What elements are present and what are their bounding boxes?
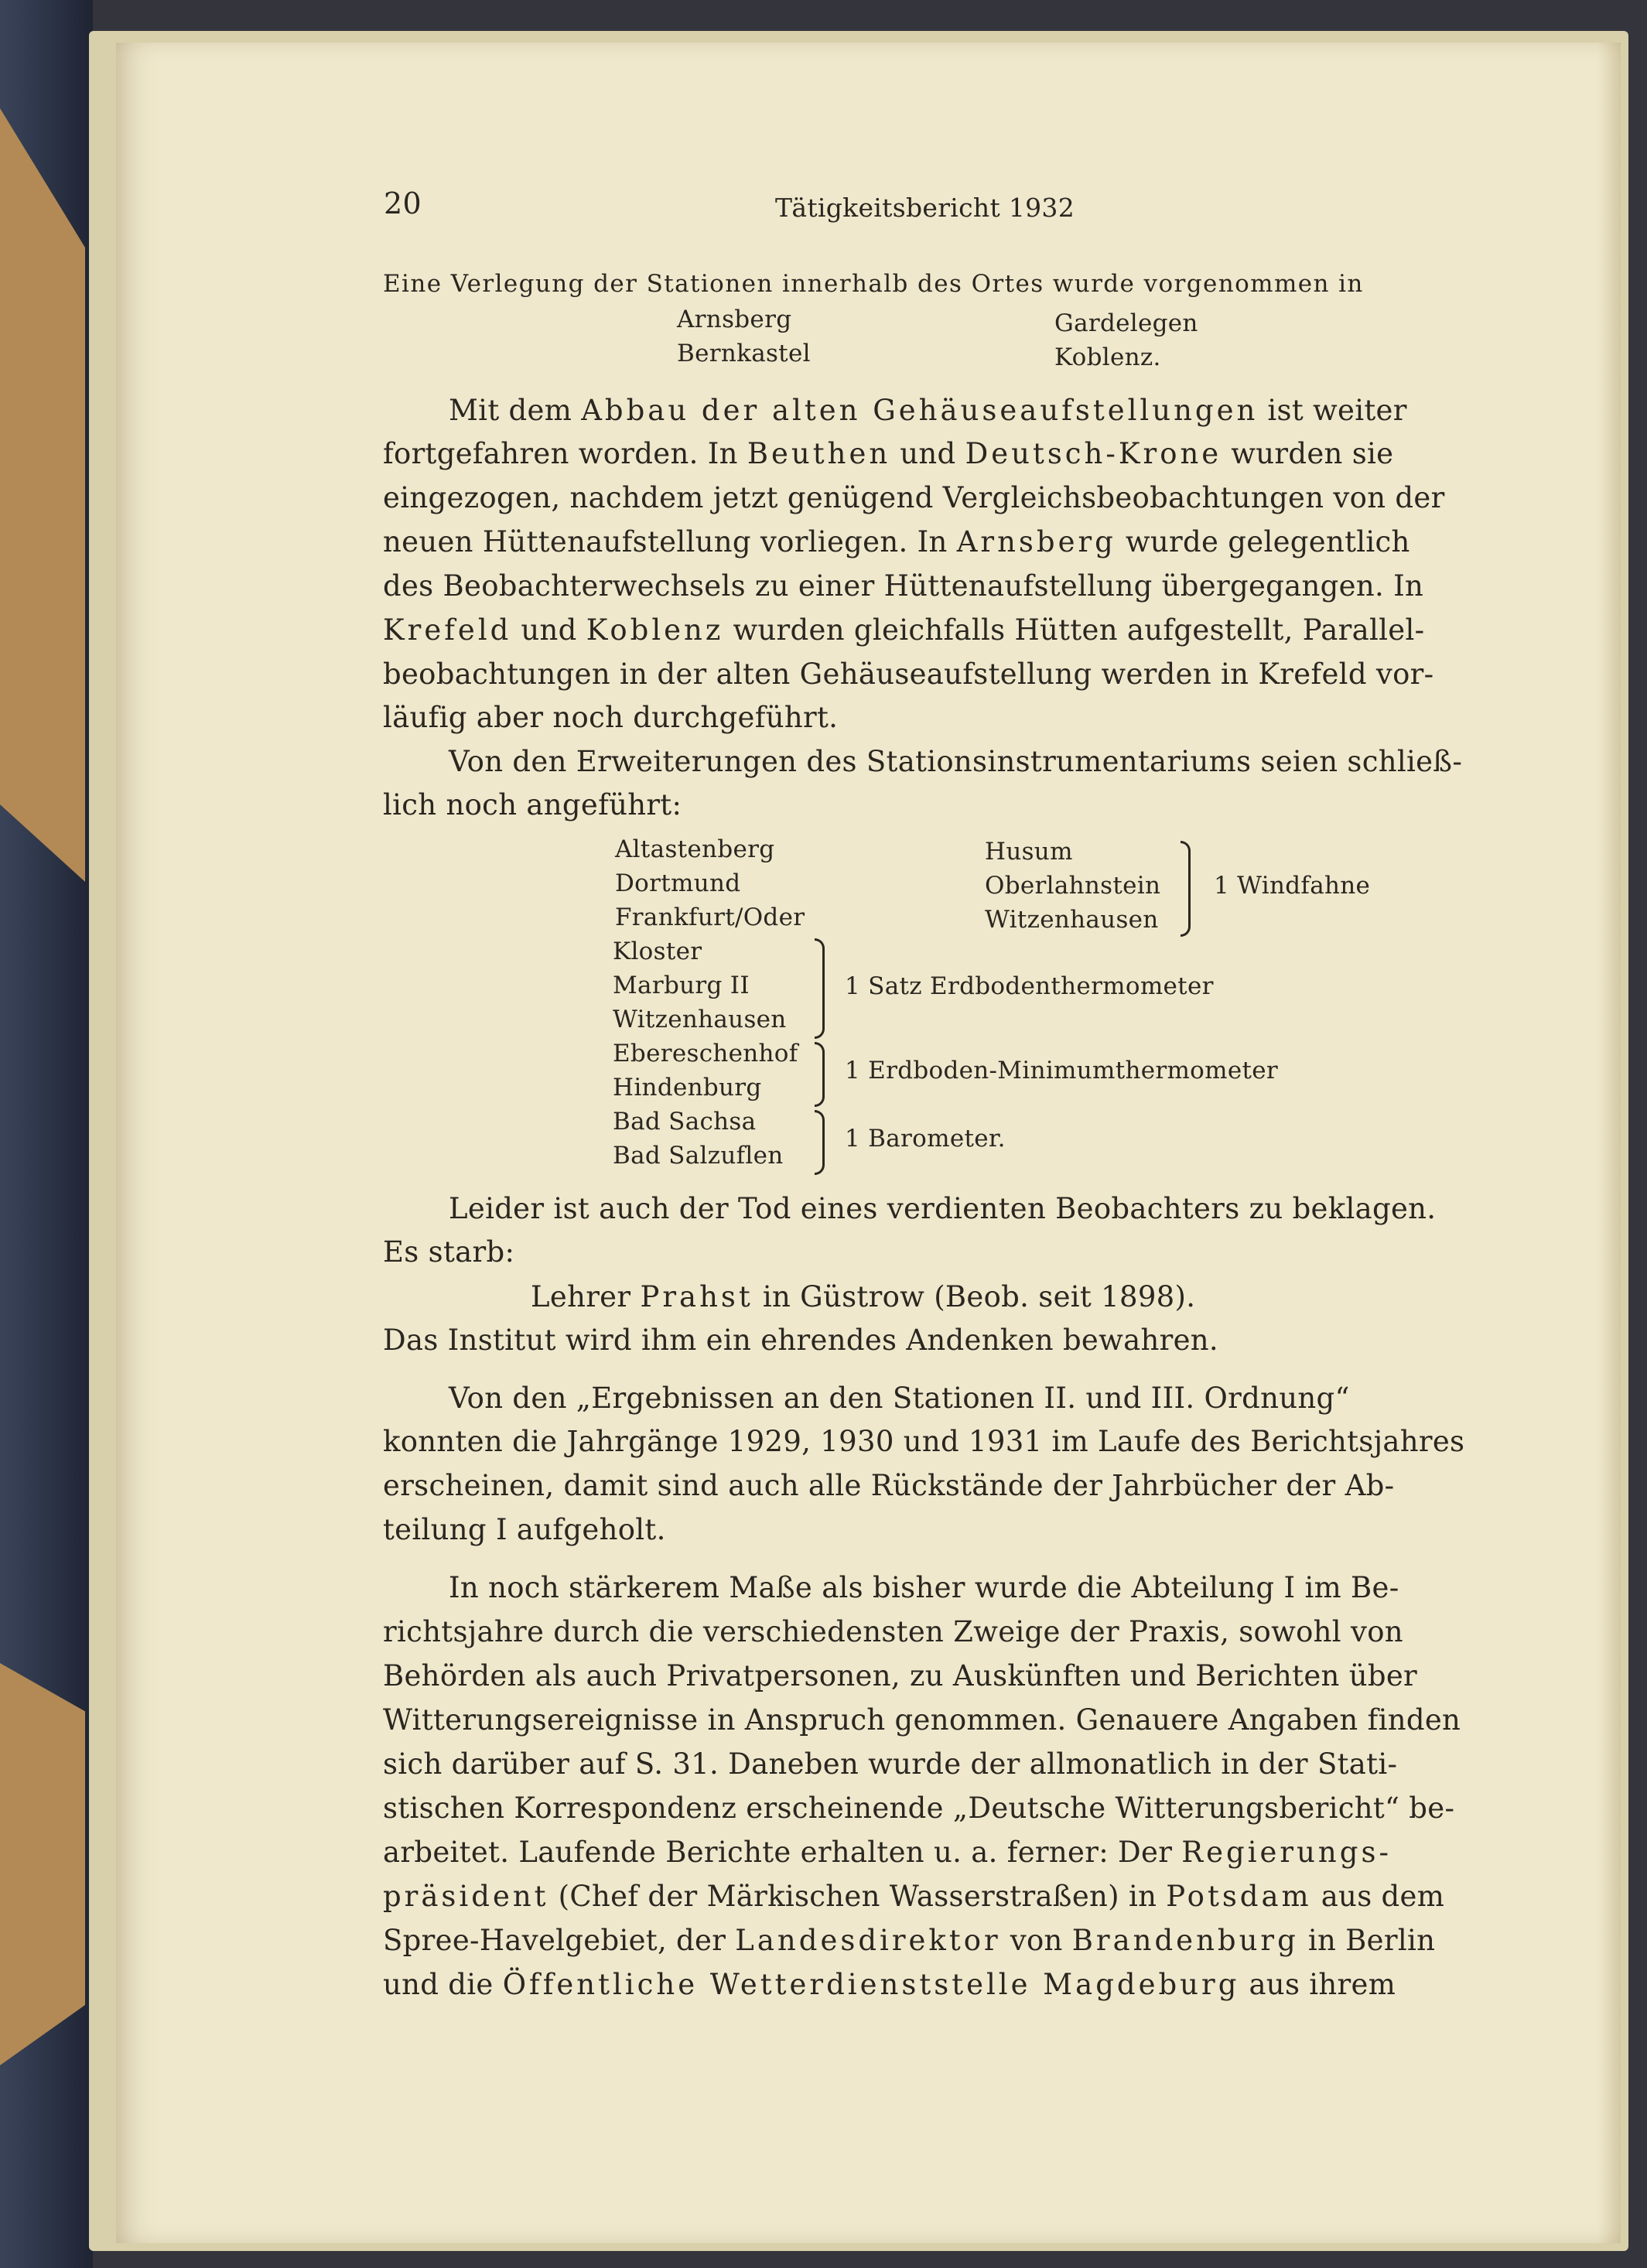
text-line: Spree-Havelgebiet, der Landesdirektor von Brandenburg in Berlin <box>383 1924 1436 1957</box>
instrument-station: Witzenhausen <box>613 1006 787 1033</box>
text-line: teilung I aufgeholt. <box>383 1513 666 1546</box>
text-line: richtsjahre durch die verschiedensten Zweige der Praxis, sowohl von <box>383 1615 1403 1648</box>
text-line: neuen Hüttenaufstellung vorliegen. In Arnsberg wurde gelegentlich <box>383 525 1410 558</box>
text-line: Witterungsereignisse in Anspruch genommen. Genauere Angaben finden <box>383 1703 1461 1737</box>
instrument-station: Kloster <box>613 938 702 965</box>
text-line: eingezogen, nachdem jetzt genügend Vergleichsbeobachtungen von der <box>383 481 1445 514</box>
text-line: Mit dem Abbau der alten Gehäuseaufstellungen ist weiter <box>449 394 1407 427</box>
relocation-intro: Eine Verlegung der Stationen innerhalb des Ortes wurde vorgenommen in <box>383 270 1364 298</box>
text-line: stischen Korrespondenz erscheinende „Deutsche Witterungsbericht“ be- <box>383 1792 1455 1825</box>
relocation-station: Bernkastel <box>677 340 811 367</box>
cover-corner-bottom <box>0 1663 85 2065</box>
text-line: präsident (Chef der Märkischen Wasserstraßen) in Potsdam aus dem <box>383 1880 1445 1913</box>
instrument-station: Marburg II <box>613 972 750 999</box>
instrument-station: Ebereschenhof <box>613 1040 798 1067</box>
relocation-station: Koblenz. <box>1054 343 1161 371</box>
instrument-station: Witzenhausen <box>985 906 1159 934</box>
text-line: Von den „Ergebnissen an den Stationen II. und III. Ordnung“ <box>449 1382 1350 1415</box>
brace <box>815 938 825 1039</box>
instrument-station: Oberlahnstein <box>985 872 1161 900</box>
text-line: läufig aber noch durchgeführt. <box>383 701 839 734</box>
brace <box>1181 841 1191 937</box>
instrument-item: 1 Erdboden-Minimumthermometer <box>845 1057 1279 1084</box>
instrument-station: Bad Sachsa <box>613 1108 757 1136</box>
relocation-station: Gardelegen <box>1054 309 1198 337</box>
instrument-station: Altastenberg <box>615 835 775 863</box>
text-line: Krefeld und Koblenz wurden gleichfalls Hütten aufgestellt, Parallel- <box>383 613 1425 647</box>
text-line: konnten die Jahrgänge 1929, 1930 und 1931 im Laufe des Berichtsjahres <box>383 1425 1465 1458</box>
instrument-item: 1 Windfahne <box>1214 872 1371 900</box>
running-title: Tätigkeitsbericht 1932 <box>775 193 1075 223</box>
page-number: 20 <box>384 186 422 220</box>
text-line: Es starb: <box>383 1235 515 1269</box>
text-line: und die Öffentliche Wetterdienststelle Magdeburg aus ihrem <box>383 1968 1396 2001</box>
text-line: erscheinen, damit sind auch alle Rückstände der Jahrbücher der Ab- <box>383 1469 1395 1502</box>
text-line: Leider ist auch der Tod eines verdienten Beobachters zu beklagen. <box>449 1192 1437 1225</box>
text-line: Behörden als auch Privatpersonen, zu Auskünften und Berichten über <box>383 1659 1418 1692</box>
text-line: des Beobachterwechsels zu einer Hüttenaufstellung übergegangen. In <box>383 569 1424 603</box>
obituary-line: Lehrer Prahst in Güstrow (Beob. seit 1898). <box>531 1280 1196 1313</box>
brace <box>815 1110 825 1175</box>
instrument-item: 1 Barometer. <box>845 1125 1006 1153</box>
instrument-item: 1 Satz Erdbodenthermometer <box>845 972 1214 1000</box>
relocation-station: Arnsberg <box>677 306 792 333</box>
instrument-station: Bad Salzuflen <box>613 1142 784 1170</box>
text-line: beobachtungen in der alten Gehäuseaufstellung werden in Krefeld vor- <box>383 658 1434 691</box>
text-line: In noch stärkerem Maße als bisher wurde die Abteilung I im Be- <box>449 1571 1399 1604</box>
text-line: arbeitet. Laufende Berichte erhalten u. a. ferner: Der Regierungs- <box>383 1836 1392 1869</box>
instrument-station: Hindenburg <box>613 1074 762 1102</box>
instrument-station: Dortmund <box>615 869 741 897</box>
brace <box>815 1042 825 1107</box>
text-line: Das Institut wird ihm ein ehrendes Andenken bewahren. <box>383 1324 1218 1357</box>
text-line: sich darüber auf S. 31. Daneben wurde der allmonatlich in der Stati- <box>383 1747 1398 1781</box>
text-line: lich noch angeführt: <box>383 788 682 821</box>
text-line: Von den Erweiterungen des Stationsinstrumentariums seien schließ- <box>449 745 1463 778</box>
instrument-station: Frankfurt/Oder <box>615 903 805 931</box>
instrument-station: Husum <box>985 838 1073 866</box>
book-page <box>116 43 1621 2243</box>
text-line: fortgefahren worden. In Beuthen und Deutsch-Krone wurden sie <box>383 437 1394 470</box>
page-content <box>116 43 1621 2243</box>
